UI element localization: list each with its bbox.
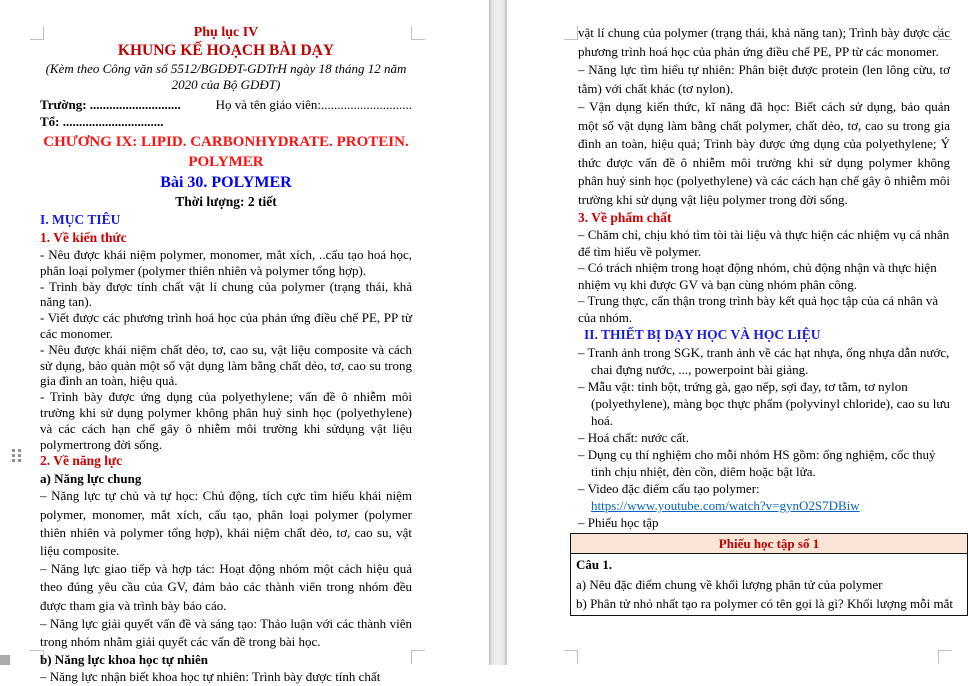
knowledge-heading: 1. Về kiến thức (40, 230, 127, 245)
drag-handle-icon[interactable] (12, 449, 23, 465)
equipment-item: – Phiếu học tập (578, 515, 659, 530)
equipment-item: – Hoá chất: nước cất. (578, 430, 690, 445)
school-field: Trường: ............................ (40, 97, 181, 112)
capability-continuation: vật lí chung của polymer (trạng thái, khả năng tan); Trình bày được các phương trình hoá học của phản ứng điều chế PE, PP từ các monomer. (578, 25, 950, 59)
equipment-item: – Dụng cụ thí nghiệm cho mỗi nhóm HS gồm: ống nghiệm, cốc thuỷ tinh chịu nhiệt, đèn cồn, diêm hoặc bật lửa. (578, 447, 936, 479)
quality-heading: 3. Về phẩm chất (578, 210, 672, 225)
knowledge-item: - Viết được các phương trình hoá học của phản ứng điều chế PE, PP từ các monomer. (40, 310, 412, 341)
generic-capability-heading: a) Năng lực chung (40, 471, 142, 487)
teacher-field: Họ và tên giáo viên:............................ (215, 97, 412, 112)
section-2-heading: II. THIẾT BỊ DẠY HỌC VÀ HỌC LIỆU (584, 327, 821, 342)
quality-item: – Trung thực, cẩn thận trong trình bày kết quả học tập của cá nhân và của nhóm. (578, 293, 939, 325)
doc-subtitle: (Kèm theo Công văn số 5512/BGDĐT-GDTrH ngày 18 tháng 12 năm 2020 của Bộ GDĐT) (45, 61, 407, 92)
quality-item: – Có trách nhiệm trong hoạt động nhóm, chủ động nhận và thực hiện nhiệm vụ khi được GV và bạn cùng nhóm phân công. (578, 260, 937, 292)
margin-crop-mark (411, 650, 425, 664)
page-1-text-area (40, 24, 412, 686)
doc-title: KHUNG KẾ HOẠCH BÀI DẠY (117, 42, 335, 59)
lesson-heading: Bài 30. POLYMER (160, 174, 292, 191)
duration-label: Thời lượng: 2 tiết (175, 194, 277, 209)
quality-item: – Chăm chỉ, chịu khó tìm tòi tài liệu và thực hiện các nhiệm vụ cá nhân để tìm hiểu về polymer. (578, 227, 950, 259)
video-link[interactable]: https://www.youtube.com/watch?v=gynO2S7DBiw (591, 498, 860, 513)
question-b: b) Phân tử nhỏ nhất tạo ra polymer có tên gọi là gì? Khối lượng mỗi mắt (576, 596, 953, 611)
chapter-heading: CHƯƠNG IX: LIPID. CARBONHYDRATE. PROTEIN. POLYMER (43, 134, 409, 170)
knowledge-item: - Trình bày được tính chất vật lí chung của polymer (trạng thái, khả năng tan). (40, 278, 412, 310)
worksheet-title: Phiếu học tập số 1 (571, 534, 968, 554)
capability-item: – Năng lực nhận biết khoa học tự nhiên: Trình bày được tính chất (40, 669, 381, 685)
capability-heading: 2. Về năng lực (40, 453, 123, 469)
page-2-text-area (576, 24, 953, 616)
question-label: Câu 1. (576, 557, 613, 572)
knowledge-item: - Trình bày được ứng dụng của polyethylene; vấn đề ô nhiễm môi trường khi sử dụng polymer không phân huỷ sinh học (polyethylene) và các cách hạn chế gây ô nhiễm môi trường khi sửdụng vật liệu polymertrong đời sống. (40, 389, 412, 452)
worksheet-body (571, 554, 968, 616)
margin-crop-mark (938, 650, 952, 664)
knowledge-item: - Nêu được khái niệm chất dẻo, tơ, cao su, vật liệu composite và cách sử dụng, bảo quản một số vật dụng làm bằng chất dẻo, tơ, cao su trong gia đình an toàn, hiệu quả. (40, 341, 412, 389)
margin-crop-mark (411, 26, 425, 40)
science-capability-heading: b) Năng lực khoa học tự nhiên (40, 652, 209, 668)
question-a: a) Nêu đặc điểm chung về khối lượng phân tử của polymer (576, 576, 883, 592)
margin-crop-mark (564, 650, 578, 664)
capability-item: – Vận dụng kiến thức, kĩ năng đã học: Biết cách sử dụng, bảo quản một số vật dụng làm bằng chất polymer, chất dẻo, tơ, cao su trong gia đình an toàn, hiệu quả; Trình bày được ứng dụng của polyethylene; Ý thức được vấn đề ô nhiễm môi trường khi sử dụng polymer không phân huỷ sinh học (polyethylene) và các cách hạn chế gây ô nhiễm môi trường khi sử dụng vật liệu polymer trong đời sống. (578, 99, 950, 207)
page-gap (489, 0, 507, 665)
capability-item: – Năng lực giao tiếp và hợp tác: Hoạt động nhóm một cách hiệu quả theo đúng yêu cầu của GV, đảm bảo các thành viên trong nhóm đều được tham gia và trình bày báo cáo. (40, 561, 412, 613)
knowledge-item: - Nêu được khái niệm polymer, monomer, mắt xích, ..cấu tạo hoá học, phân loại polymer (polymer thiên nhiên và polymer tổng hợp). (40, 247, 412, 278)
capability-item: – Năng lực tìm hiểu tự nhiên: Phân biệt được protein (len lông cừu, tơ tằm) với chất khác (tơ nylon). (578, 62, 950, 96)
margin-crop-mark (564, 26, 578, 40)
appendix-label: Phụ lục IV (193, 25, 259, 40)
document-page-2 (507, 0, 952, 665)
capability-item: – Năng lực giải quyết vấn đề và sáng tạo: Thảo luận với các thành viên trong nhóm nhằm giải quyết các vấn đề trong bài học. (40, 615, 412, 649)
equipment-item: – Mẫu vật: tinh bột, trứng gà, gạo nếp, sợi đay, tơ tằm, tơ nylon (polyethylene), màng bọc thực phẩm (polyvinyl chloride), cao su lưu hoá. (578, 379, 950, 428)
equipment-item: – Video đặc điểm cấu tạo polymer: (578, 481, 760, 496)
worksheet-table (570, 533, 968, 616)
section-1-heading: I. MỤC TIÊU (40, 212, 121, 227)
group-field: Tổ: ............................... (40, 114, 164, 129)
capability-item: – Năng lực tự chủ và tự học: Chủ động, tích cực tìm hiểu khái niệm polymer, monomer, mắt xích, cấu tạo, phân loại polymer (polymer thiên nhiên và polymer tổng hợp), khái niệm chất dẻo, tơ, cao su, vật liệu composite. (40, 488, 412, 558)
equipment-item: – Tranh ảnh trong SGK, tranh ảnh về các hạt nhựa, ống nhựa dẫn nước, chai đựng nước, ..., powerpoint bài giảng. (578, 345, 950, 377)
scroll-corner (0, 655, 10, 665)
